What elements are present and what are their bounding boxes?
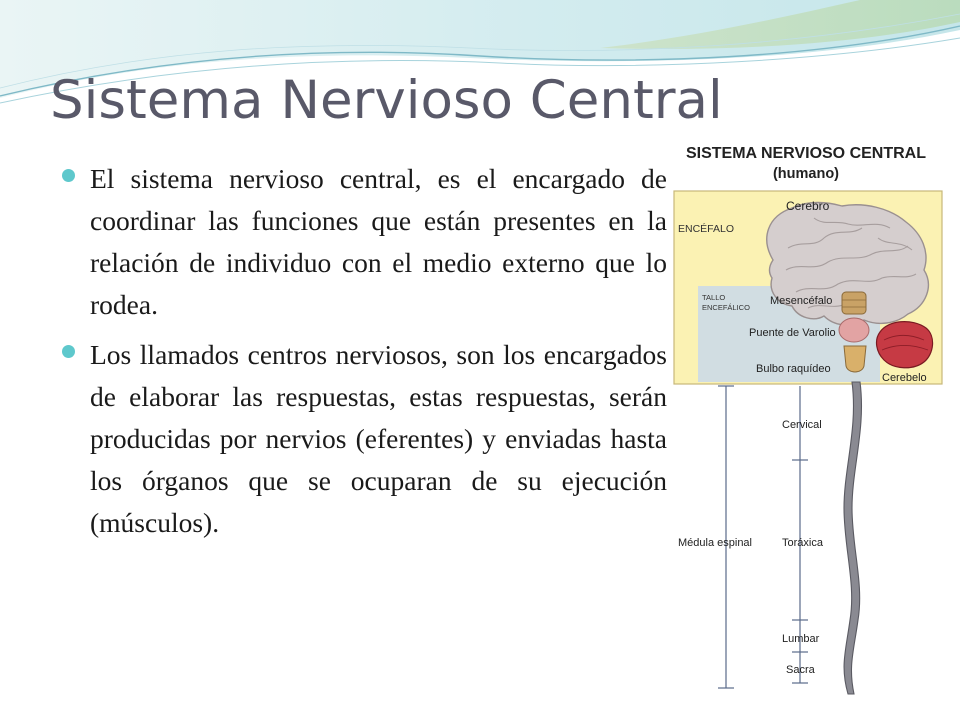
bullet-item: El sistema nervioso central, es el encargado de coordinar las funciones que están presentes en la relación de individuo con el medio externo que lo rodea.	[62, 158, 667, 326]
label-puente: Puente de Varolio	[749, 327, 836, 339]
label-sacra: Sacra	[786, 664, 815, 676]
label-bulbo: Bulbo raquídeo	[756, 363, 831, 375]
spinal-cord-shape	[844, 382, 861, 694]
bullet-item: Los llamados centros nerviosos, son los encargados de elaborar las respuestas, estas respuestas, serán producidas por nervios (eferentes) y enviadas hasta los órganos que se ocuparan de su ejecución (músculos).	[62, 334, 667, 544]
label-cervical: Cervical	[782, 419, 822, 431]
label-cerebro: Cerebro	[786, 199, 830, 213]
label-encefalo: ENCÉFALO	[678, 223, 735, 235]
label-tallo-1: TALLO	[702, 293, 726, 302]
label-toraxica: Toráxica	[782, 537, 823, 549]
nervous-system-diagram	[668, 128, 960, 720]
label-medula-espinal: Médula espinal	[678, 537, 752, 549]
label-lumbar: Lumbar	[782, 633, 820, 645]
label-cerebelo: Cerebelo	[882, 372, 927, 384]
bullet-list	[62, 158, 667, 552]
diagram-heading: SISTEMA NERVIOSO CENTRAL	[685, 145, 927, 162]
slide-title: Sistema Nervioso Central	[50, 70, 723, 131]
label-mesencefalo: Mesencéfalo	[770, 295, 833, 307]
bulbo-raquideo-shape	[844, 346, 866, 372]
puente-varolio-shape	[839, 318, 869, 342]
cerebelo-shape	[877, 322, 933, 368]
diagram-subheading: (humano)	[772, 166, 840, 182]
mesencefalo-shape	[842, 292, 866, 314]
label-tallo-2: ENCEFÁLICO	[702, 303, 750, 312]
